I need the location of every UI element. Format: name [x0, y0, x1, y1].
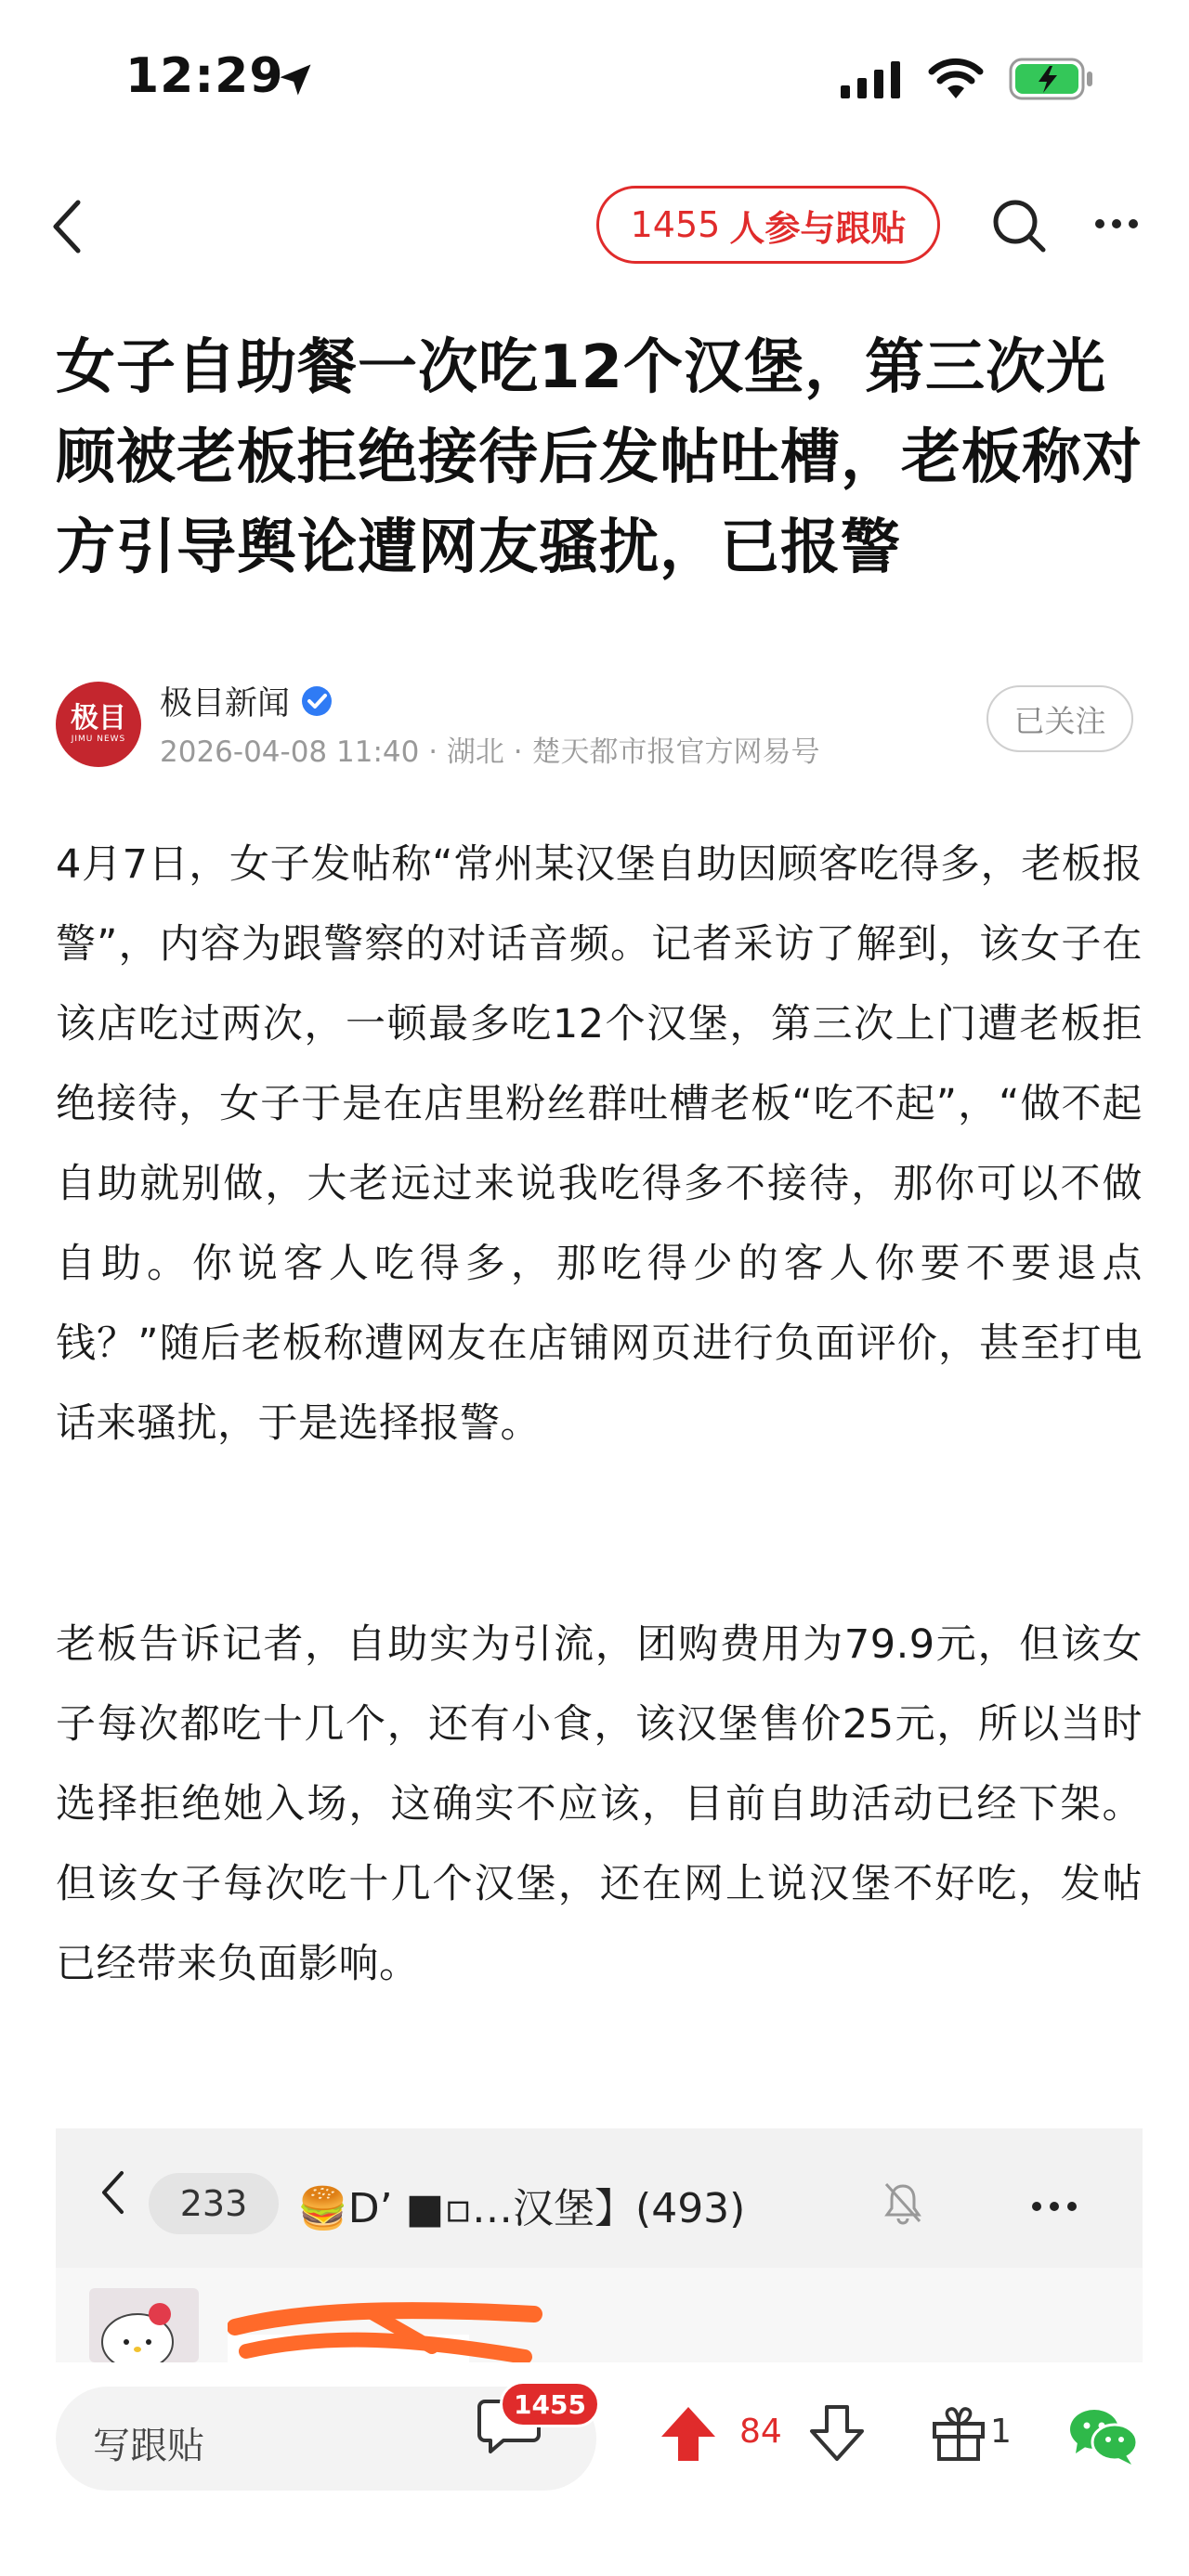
publisher-name-row[interactable]	[160, 678, 333, 724]
verified-badge-icon	[301, 685, 333, 717]
follow-button[interactable]: 已关注	[986, 685, 1133, 752]
chat-group-title: 🍔D’ ■▫…汉堡】(493)	[297, 2185, 746, 2232]
bell-muted-icon	[882, 2180, 923, 2225]
article-meta: 2026-04-08 11:40 · 湖北 · 楚天都市报官方网易号	[160, 735, 820, 769]
avatar	[89, 2288, 199, 2362]
participants-button[interactable]	[596, 186, 940, 264]
publisher-name: 极目新闻	[160, 685, 291, 722]
signal-icon	[841, 61, 902, 98]
more-icon	[1031, 2201, 1078, 2212]
embedded-chat-header	[56, 2128, 1143, 2268]
arrow-down-icon[interactable]	[806, 2403, 868, 2465]
chevron-left-icon	[98, 2169, 126, 2216]
article-paragraph: 老板告诉记者，自助实为引流，团购费用为79.9元，但该女子每次都吃十几个，还有小食，该汉堡售价25元，所以当时选择拒绝她入场，这确实不应该，目前自助活动已经下架。但该女子每次吃十几个汉堡，还在网上说汉堡不好吃，发帖已经带来负面影响。	[56, 1621, 1143, 1987]
chat-message-row	[56, 2268, 1143, 2362]
participants-label: 人参与跟贴	[729, 207, 907, 249]
publisher-logo-text: 极目	[71, 702, 126, 735]
bottom-toolbar	[0, 2362, 1189, 2576]
search-icon[interactable]	[990, 197, 1048, 254]
nav-bar	[0, 176, 1189, 279]
embedded-chat-screenshot[interactable]	[56, 2128, 1143, 2362]
author-row	[56, 670, 1143, 773]
publisher-logo[interactable]	[56, 682, 141, 767]
reply-placeholder: 写跟贴	[93, 2425, 204, 2467]
status-bar	[0, 0, 1189, 163]
more-icon[interactable]	[1094, 217, 1139, 230]
upvote-count: 84	[739, 2413, 782, 2451]
participants-count: 1455	[630, 204, 721, 245]
status-time: 12:29	[125, 48, 284, 104]
battery-charging-icon	[1009, 58, 1094, 100]
article-paragraph: 4月7日，女子发帖称“常州某汉堡自助因顾客吃得多，老板报警”，内容为跟警察的对话音频。记者采访了解到，该女子在该店吃过两次，一顿最多吃12个汉堡，第三次上门遭老板拒绝接待，女子于是在店里粉丝群吐槽老板“吃不起”，“做不起自助就别做，大老远过来说我吃得多不接待，那你可以不做自助。你说客人吃得多，那吃得少的客人你要不要退点钱？”随后老板称遭网友在店铺网页进行负面评价，甚至打电话来骚扰，于是选择报警。	[56, 841, 1143, 1447]
unread-count-badge: 233	[149, 2173, 279, 2234]
article-title: 女子自助餐一次吃12个汉堡，第三次光顾被老板拒绝接待后发帖吐槽，老板称对方引导舆论遭网友骚扰，已报警	[56, 333, 1143, 582]
wechat-icon[interactable]	[1068, 2405, 1139, 2466]
location-arrow-icon	[275, 59, 316, 100]
redacted-username-scribble	[228, 2292, 599, 2362]
publisher-logo-subtext: JIMU NEWS	[71, 735, 126, 744]
cartoon-cat-avatar-icon	[89, 2288, 199, 2362]
chevron-left-icon[interactable]	[48, 199, 85, 254]
wifi-icon	[927, 56, 985, 98]
gift-icon[interactable]	[929, 2403, 988, 2463]
comment-count-badge: 1455	[500, 2381, 600, 2427]
arrow-up-icon[interactable]	[658, 2403, 719, 2465]
gift-count: 1	[990, 2413, 1012, 2451]
